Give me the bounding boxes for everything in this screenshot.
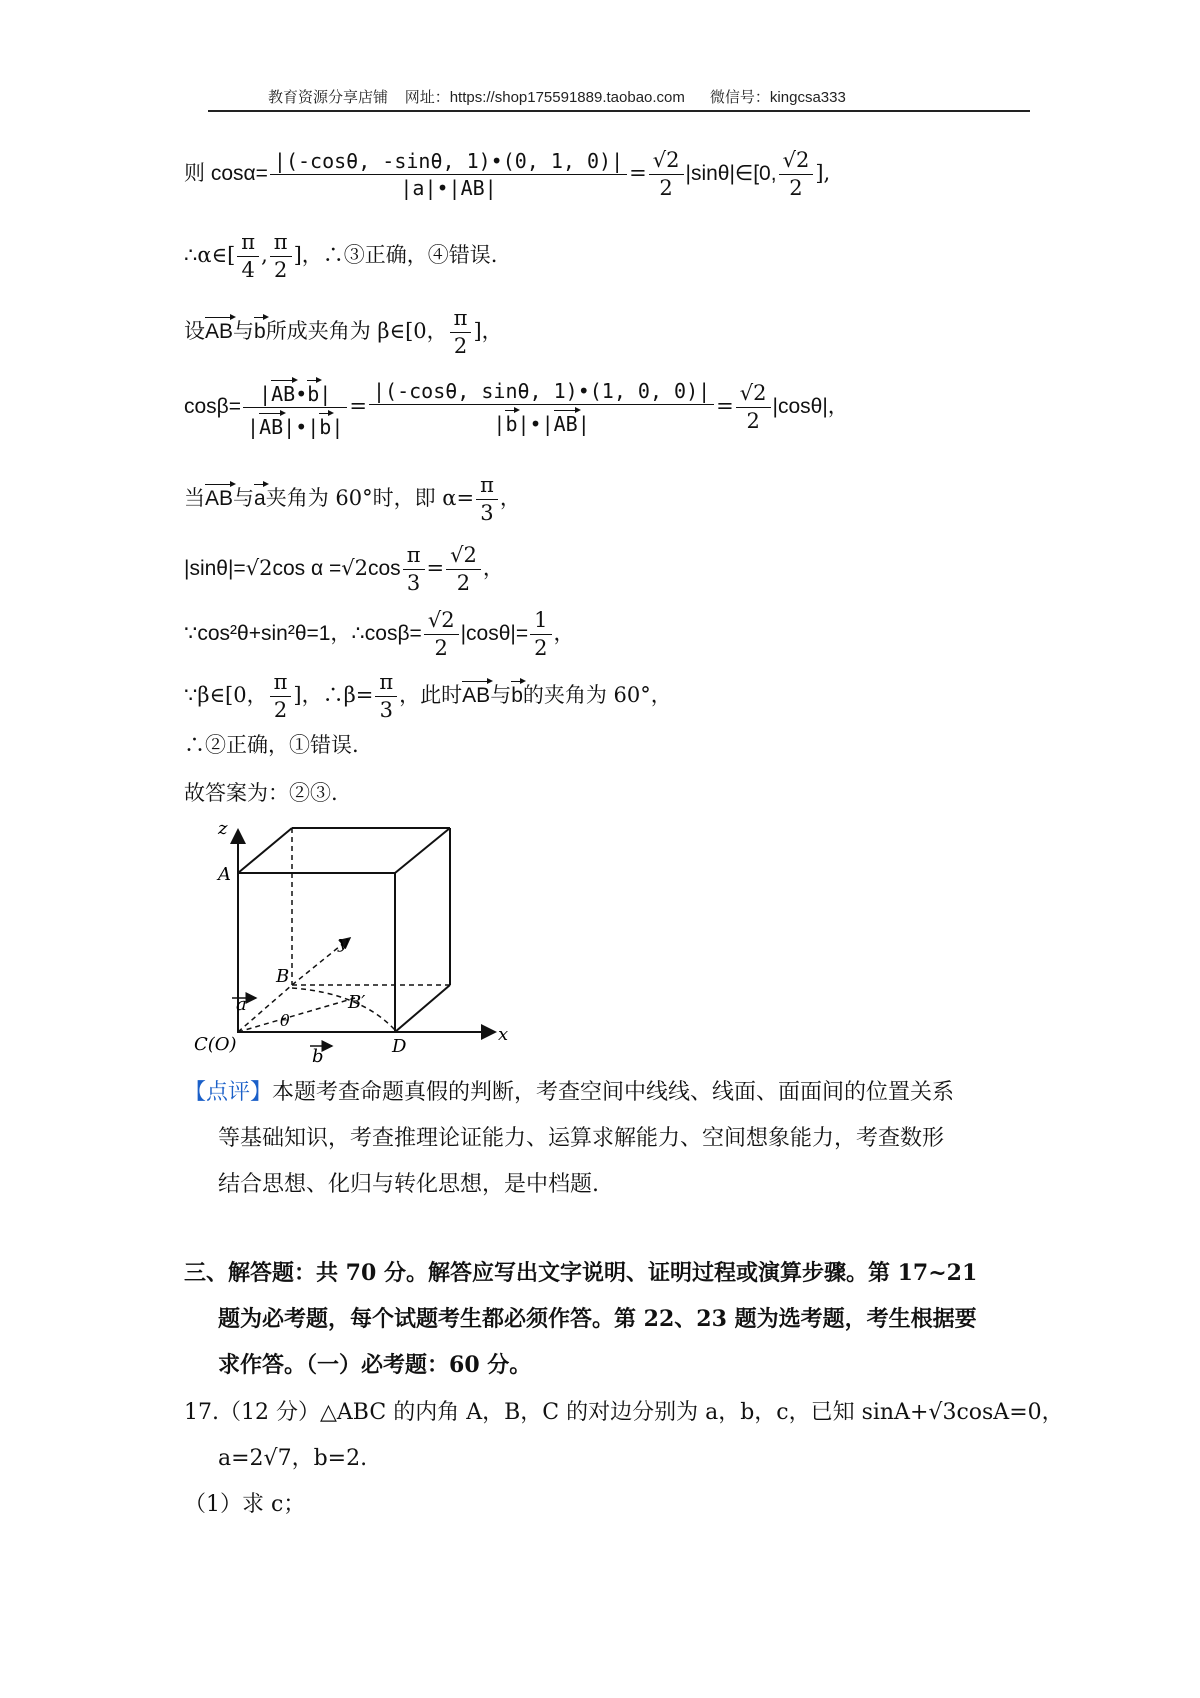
frac-sqrt2-2-l4: $\frac{√2}{2}$ bbox=[736, 383, 771, 432]
l3-mid: 与 bbox=[233, 319, 255, 343]
l1-end: ], bbox=[815, 161, 831, 185]
comment-tag: 【点评】 bbox=[184, 1080, 273, 1105]
l3-end: ]， bbox=[473, 319, 503, 343]
comment-line2: 等基础知识，考查推理论证能力、运算求解能力、空间想象能力，考查数形 bbox=[218, 1126, 945, 1151]
label-CO: C(O) bbox=[194, 1034, 237, 1055]
problem-score: （12 分） bbox=[219, 1400, 320, 1425]
l8-mid3: 与 bbox=[490, 683, 512, 707]
l5-end: ， bbox=[499, 486, 521, 510]
label-a: a bbox=[236, 994, 247, 1015]
frac-l4a: $\frac{|AB•b|}{|AB|•|b|}$ bbox=[243, 378, 347, 437]
section-line3-b: 分。 bbox=[479, 1352, 532, 1378]
two3: 2 bbox=[453, 334, 468, 358]
l6-prefix: |sinθ|= bbox=[184, 557, 246, 580]
l6-cos2: cos bbox=[368, 557, 401, 580]
two2: 2 bbox=[274, 258, 288, 282]
label-z: z bbox=[218, 818, 228, 839]
two-l8: 2 bbox=[273, 698, 288, 722]
l1-eq: = bbox=[629, 161, 647, 185]
cube-figure bbox=[180, 818, 525, 1078]
section-req-points: 60 bbox=[449, 1352, 480, 1378]
three-l5: 3 bbox=[480, 501, 494, 525]
label-A: A bbox=[218, 864, 231, 885]
conclusion-1: ∴②正确，①错误. bbox=[184, 733, 359, 757]
label-D: D bbox=[392, 1036, 407, 1057]
problem-line2-b: ，b=2. bbox=[291, 1446, 368, 1471]
comment-line1: 本题考查命题真假的判断，考查空间中线线、线面、面面间的位置关系 bbox=[272, 1080, 955, 1105]
eq-sin-theta: |sinθ|=√2cos α =√2cos $\frac{\pi}{3}$ = $\frac{√2}{2}$ ， bbox=[184, 543, 504, 595]
page-header bbox=[268, 86, 846, 107]
sqrt2-l7: 2 bbox=[441, 608, 455, 632]
eq-beta-value bbox=[184, 672, 672, 721]
l4-num2: |(-cosθ, sinθ, 1)•(1, 0, 0)| bbox=[369, 381, 714, 405]
eq-cos-beta-value bbox=[184, 610, 575, 659]
two-l7b: 2 bbox=[534, 636, 548, 660]
label-b: b bbox=[312, 1046, 324, 1067]
comment-line3: 结合思想、化归与转化思想，是中档题. bbox=[218, 1172, 599, 1197]
label-Bprime: B′ bbox=[348, 992, 366, 1013]
label-theta: θ bbox=[280, 1011, 290, 1030]
sqrt3: 3 bbox=[942, 1400, 957, 1425]
frac-pi-2 bbox=[270, 232, 292, 281]
frac-pi-4 bbox=[237, 232, 259, 281]
l2-mid: , bbox=[261, 243, 268, 267]
section-points-total: 70 bbox=[345, 1260, 377, 1286]
pi-l6: π bbox=[403, 545, 425, 570]
vec-b-l8: b bbox=[511, 679, 523, 706]
cube-front-face bbox=[238, 873, 395, 1032]
label-B: B bbox=[276, 966, 290, 987]
pi3: π bbox=[450, 308, 472, 333]
frac-l4b: $\frac{|(-\cos\theta, \sin\theta, 1)•(1, 0, 0)|}{|b|•|AB|}$ bbox=[369, 381, 714, 434]
vec-AB-l5: AB bbox=[205, 482, 233, 509]
label-y: y bbox=[338, 932, 349, 953]
l6-end: ， bbox=[482, 556, 504, 580]
two-l6: 2 bbox=[456, 571, 471, 595]
section-range: 17~21 bbox=[897, 1260, 978, 1286]
problem-line2-a: a=2 bbox=[218, 1446, 264, 1471]
vec-AB-num: AB bbox=[271, 378, 295, 404]
section-elective: 22、23 bbox=[643, 1306, 727, 1332]
pi-l8b: π bbox=[375, 672, 397, 697]
two-l7: 2 bbox=[434, 636, 448, 660]
frac-l1 bbox=[270, 151, 627, 198]
eq-cos-beta: cosβ= $\frac{|AB•b|}{|AB|•|b|}$ = $\frac{|(-\cos\theta, \sin\theta, 1)•(1, 0, 0)|}{|b|•|AB|}$ = $\frac{√2}{2}$ |cosθ|， bbox=[184, 379, 849, 439]
two-l4: 2 bbox=[746, 409, 760, 433]
frac-pi-3-l5 bbox=[476, 475, 498, 524]
frac-pi-3-l6 bbox=[403, 545, 425, 594]
label-x: x bbox=[498, 1024, 509, 1045]
sqrt7: 7 bbox=[277, 1446, 292, 1471]
l7-mid: |cosθ|= bbox=[460, 622, 529, 645]
l7-end: ， bbox=[553, 621, 575, 645]
pi-l8a: π bbox=[270, 672, 292, 697]
frac-1-2 bbox=[530, 610, 551, 659]
sqrt2: 2 bbox=[666, 148, 680, 172]
one-l7: 1 bbox=[530, 610, 551, 635]
vec-AB: AB bbox=[205, 315, 233, 342]
l5-suffix: 夹角为 60°时，即 α= bbox=[265, 486, 475, 510]
pi: π bbox=[237, 232, 259, 257]
eq-angle-60 bbox=[184, 475, 521, 524]
frac-sqrt2-2: $\frac{√2}{2}$ bbox=[649, 150, 684, 199]
l6-cos: cos α = bbox=[272, 557, 342, 580]
sqrt2-l6c: 2 bbox=[463, 543, 477, 567]
conclusion-answer: 故答案为：②③. bbox=[184, 781, 338, 805]
l5-prefix: 当 bbox=[184, 486, 205, 510]
header-wechat-label: 微信号： bbox=[709, 89, 770, 106]
header-rule bbox=[208, 110, 1030, 112]
l4-prefix: cosβ= bbox=[184, 395, 242, 418]
frac-pi-2-l3 bbox=[450, 308, 472, 357]
pi-l5: π bbox=[476, 475, 498, 500]
header-wechat: kingcsa333 bbox=[769, 89, 846, 106]
l1-suffix: |sinθ|∈[0, bbox=[685, 162, 777, 185]
two: 2 bbox=[659, 176, 673, 200]
sqrt2b: 2 bbox=[795, 148, 810, 172]
vec-AB-l8: AB bbox=[462, 679, 490, 706]
problem-text: △ABC 的内角 A，B，C 的对边分别为 a，b，c，已知 sinA+ bbox=[320, 1400, 929, 1425]
twob: 2 bbox=[789, 176, 803, 200]
frac-sqrt2-2b: $\frac{√2}{2}$ bbox=[779, 150, 814, 199]
vec-b: b bbox=[254, 315, 266, 342]
l1-den: |a|•|AB| bbox=[400, 176, 497, 200]
problem-text-end: cosA=0， bbox=[956, 1400, 1064, 1425]
l1-prefix: 则 cosα= bbox=[184, 162, 268, 185]
three-l6: 3 bbox=[406, 571, 421, 595]
l3-suffix: 所成夹角为 β∈[0， bbox=[265, 319, 448, 343]
eq-beta-def bbox=[184, 308, 503, 357]
frac-sqrt2-2-l6: $\frac{√2}{2}$ bbox=[446, 545, 481, 594]
l8-mid: ]，∴β= bbox=[293, 683, 374, 707]
l8-prefix: ∵β∈[0， bbox=[184, 683, 268, 707]
four: 4 bbox=[241, 258, 255, 282]
vec-AB-den: AB bbox=[259, 411, 283, 437]
section-line2-b: 题为选考题，考生根据要 bbox=[726, 1306, 977, 1332]
vec-AB-den2: AB bbox=[554, 408, 578, 434]
section-title-mid: 分。解答应写出文字说明、证明过程或演算步骤。第 bbox=[376, 1260, 898, 1286]
sqrt2-l4: 2 bbox=[753, 381, 767, 405]
comment-block bbox=[184, 1070, 954, 1208]
eq-cos-alpha bbox=[184, 150, 830, 199]
l2-suffix: ]，∴③正确，④错误. bbox=[293, 243, 498, 267]
vec-a-l5: a bbox=[254, 482, 266, 509]
problem-number: 17. bbox=[184, 1400, 219, 1425]
problem-17: 17.（12 分）△ABC 的内角 A，B，C 的对边分别为 a，b，c，已知 sinA+√3cosA=0， a=2√7，b=2. （1）求 c； bbox=[184, 1390, 1064, 1528]
header-url-label: 网址： bbox=[404, 89, 450, 106]
sqrt2-l6b: 2 bbox=[354, 556, 368, 580]
eq-alpha-range bbox=[184, 232, 497, 281]
frac-pi-2-l8 bbox=[270, 672, 292, 721]
section-title-prefix: 三、解答题：共 bbox=[184, 1260, 346, 1286]
pi2: π bbox=[270, 232, 292, 257]
l7-prefix: ∵cos²θ+sin²θ=1，∴cosβ= bbox=[184, 622, 422, 645]
l8-mid2: ，此时 bbox=[399, 683, 463, 707]
l4-suffix: |cosθ|， bbox=[772, 395, 849, 418]
vec-b-den2: b bbox=[505, 408, 517, 434]
problem-part1: （1）求 c； bbox=[184, 1492, 306, 1517]
section-heading bbox=[184, 1250, 977, 1388]
l3-prefix: 设 bbox=[184, 319, 205, 343]
header-url[interactable]: https://shop175591889.taobao.com bbox=[449, 89, 685, 106]
frac-pi-3-l8 bbox=[375, 672, 397, 721]
header-shop: 教育资源分享店铺 bbox=[268, 89, 389, 106]
l2-prefix: ∴α∈[ bbox=[184, 243, 236, 267]
section-line2-a: 题为必考题，每个试题考生都必须作答。第 bbox=[218, 1306, 644, 1332]
sqrt2-l6a: 2 bbox=[259, 556, 273, 580]
frac-sqrt2-2-l7: $\frac{√2}{2}$ bbox=[424, 610, 459, 659]
l1-num: |(-cosθ, -sinθ, 1)•(0, 1, 0)| bbox=[270, 151, 627, 175]
three-l8: 3 bbox=[379, 698, 393, 722]
vec-b-num: b bbox=[307, 378, 319, 404]
vec-b-den: b bbox=[319, 411, 331, 437]
l5-mid: 与 bbox=[233, 486, 255, 510]
l8-suffix: 的夹角为 60°， bbox=[522, 683, 672, 707]
section-line3-a: 求作答。（一）必考题： bbox=[218, 1352, 450, 1378]
